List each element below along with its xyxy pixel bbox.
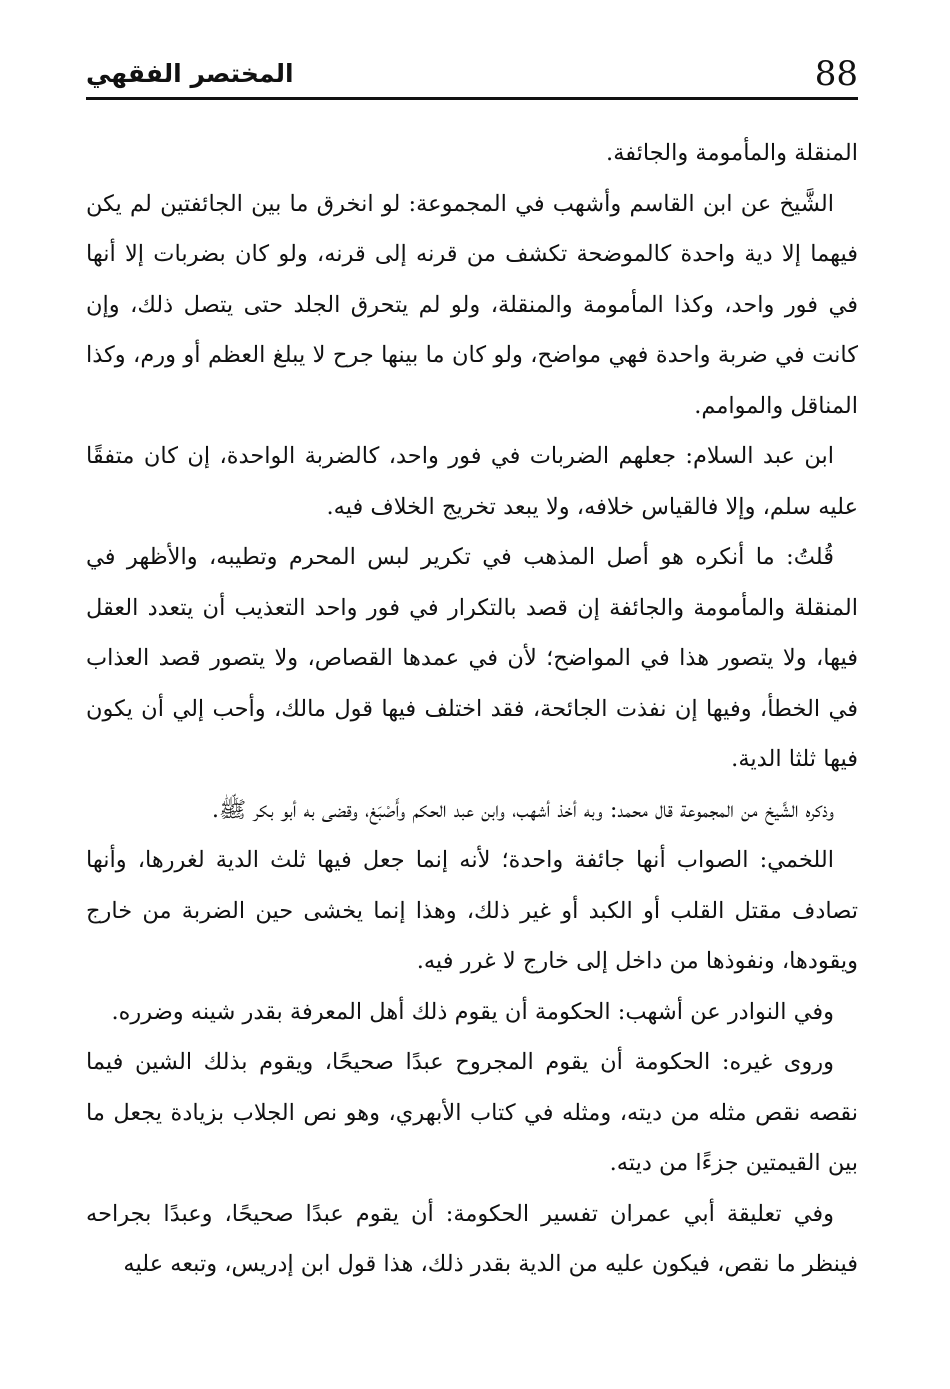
page-header — [86, 52, 858, 100]
paragraph: وذكره الشَّيخ من المجموعة قال محمد: وبه أخذ أشهب، وابن عبد الحكم وأَصْبَغ، وقضى به أبو بكر ﷺ. — [211, 796, 834, 823]
paragraph: المنقلة والمأمومة والجائفة. — [606, 140, 858, 166]
body-text — [86, 128, 858, 1290]
paragraph: الشَّيخ عن ابن القاسم وأشهب في المجموعة: لو انخرق ما بين الجائفتين لم يكن فيهما إلا دية واحدة كالموضحة تكشف من قرنه إلى قرنه، ولو كان بضربات إلا أنها في فور واحد، وكذا المأمومة والمنقلة، ولو لم يتحرق الجلد حتى يتصل ذلك، وإن كانت في ضربة واحدة فهي مواضح، ولو كان ما بينها جرح لا يبلغ العظم أو ورم، وكذا المناقل والموامم. — [86, 190, 858, 419]
paragraph: وفي تعليقة أبي عمران تفسير الحكومة: أن يقوم عبدًا صحيحًا، وعبدًا بجراحه فينظر ما نقص، فيكون عليه من الدية بقدر ذلك، هذا قول ابن إدريس، وتبعه عليه — [86, 1200, 858, 1277]
paragraph: اللخمي: الصواب أنها جائفة واحدة؛ لأنه إنما جعل فيها ثلث الدية لغررها، وأنها تصادف مقتل القلب أو الكبد أو غير ذلك، وهذا إنما يخشى حين الضربة من خارج ويقودها، ونفوذها من داخل إلى خارج لا غرر فيه. — [86, 847, 858, 974]
paragraph: قُلتُ: ما أنكره هو أصل المذهب في تكرير لبس المحرم وتطيبه، والأظهر في المنقلة والمأمومة والجائفة إن قصد بالتكرار في فور واحد التعذيب أن يتعدد العقل فيها، ولا يتصور هذا في المواضح؛ لأن في عمدها القصاص، ولا يتصور قصد العذاب في الخطأ، وفيها إن نفذت الجائحة، فقد اختلف فيها قول مالك، وأحب إلي أن يكون فيها ثلثا الدية. — [86, 544, 858, 772]
paragraph: وفي النوادر عن أشهب: الحكومة أن يقوم ذلك أهل المعرفة بقدر شينه وضرره. — [111, 998, 834, 1025]
paragraph: وروى غيره: الحكومة أن يقوم المجروح عبدًا صحيحًا، ويقوم بذلك الشين فيما نقصه نقص مثله من ديته، ومثله في كتاب الأبهري، وهو نص الجلاب بزيادة يجعل ما بين القيمتين جزءًا من ديته. — [86, 1049, 858, 1176]
running-title: المختصر الفقهي — [86, 59, 294, 88]
page-number: 88 — [814, 54, 858, 94]
header-rule — [86, 97, 858, 100]
paragraph: ابن عبد السلام: جعلهم الضربات في فور واحد، كالضربة الواحدة، إن كان متفقًا عليه سلم، وإلا فالقياس خلافه، ولا يبعد تخريج الخلاف فيه. — [86, 443, 858, 520]
